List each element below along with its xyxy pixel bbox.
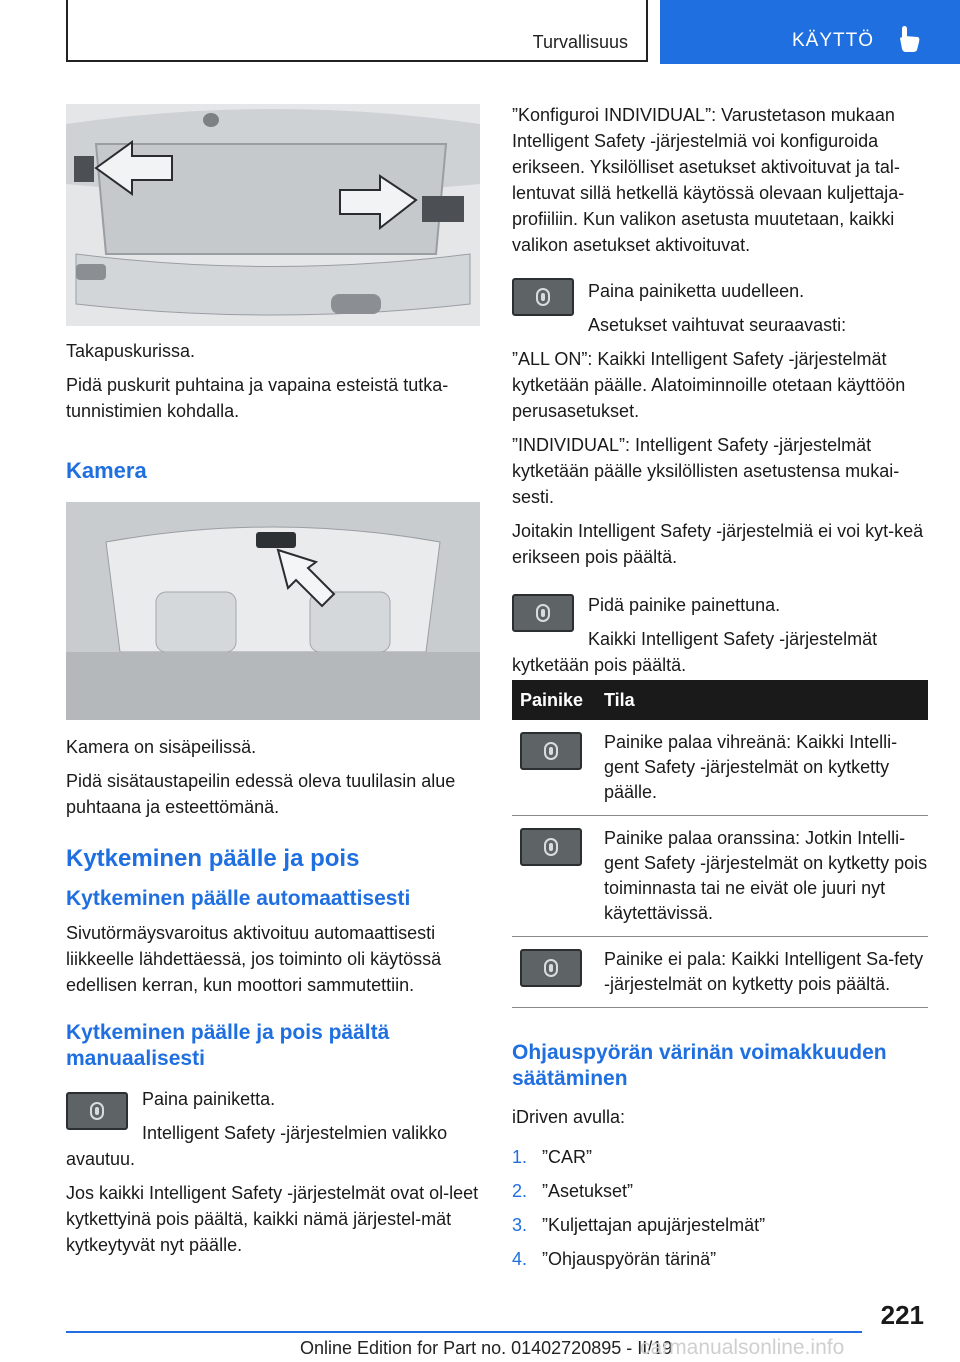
left-column-2 [66,734,480,1266]
hold-button-text: Pidä painike painettuna. [588,595,781,615]
table-row [512,720,928,816]
settings-change-text: Asetukset vaihtuvat seuraavasti: [588,315,847,335]
all-off-result-text: Kaikki Intelligent Safety -järjestelmät kytketään pois päältä. [512,629,878,675]
intelligent-safety-button-icon [512,278,574,316]
chapter-tab-label: KÄYTTÖ [792,30,875,51]
page-number: 221 [880,1300,924,1330]
auto-text: Sivutörmäysvaroitus aktivoituu automaattisesti liikkeelle lähdettäessä, jos toiminto oli käytössä edellisen kerran, kun moottori sammutettiin. [66,923,442,995]
auto-heading: Kytkeminen päälle automaattisesti [66,887,411,910]
list-item: 4. ”Ohjauspyörän tärinä” [512,1249,717,1269]
switch-heading: Kytkeminen päälle ja pois [66,845,360,872]
list-item: 2. ”Asetukset” [512,1181,634,1201]
list-item: 1. ”CAR” [512,1147,592,1167]
chapter-tab [660,0,960,64]
header-section-box [66,0,648,62]
table-cell-state: Painike palaa oranssina: Jotkin Intelli-gent Safety -järjestelmät on kytketty pois toiminnasta tai ne eivät ole juuri nyt käytettävissä. [604,828,928,923]
menu-opens-text: Intelligent Safety -järjestelmien valikko avautuu. [66,1123,448,1169]
all-on-text: ”ALL ON”: Kaikki Intelligent Safety -järjestelmät kytketään päälle. Alatoiminnoille otetaan käyttöön perusasetukset. [512,349,906,421]
manual-heading: Kytkeminen päälle ja pois päältä manuaalisesti [66,1021,390,1070]
individual-text: ”INDIVIDUAL”: Intelligent Safety -järjestelmät kytketään päälle yksilöllisten asetustensa mukai-sesti. [512,435,900,507]
table-header-button: Painike [520,690,584,710]
table-row [512,816,928,937]
pointing-hand-icon [898,26,920,57]
button-off-icon [520,949,582,987]
table-cell-state: Painike ei pala: Kaikki Intelligent Sa-fety -järjestelmät on kytketty pois päältä. [604,949,924,994]
camera-heading: Kamera [66,458,147,483]
left-column [66,338,480,492]
press-button-block [66,1086,480,1172]
all-off-text: Jos kaikki Intelligent Safety -järjestelmät ovat ol-leet kytkettyinä pois päältä, kaikki nämä järjestel-mät kytkeytyvät nyt päälle. [66,1183,479,1255]
right-column-2 [512,1040,928,1280]
bumper-text: Pidä puskurit puhtaina ja vapaina esteistä tutka-tunnistimien kohdalla. [66,375,449,421]
some-cannot-text: Joitakin Intelligent Safety -järjestelmiä ei voi kyt-keä erikseen pois päältä. [512,521,924,567]
table-cell-state: Painike palaa vihreänä: Kaikki Intelli-gent Safety -järjestelmät on kytketty päälle. [604,732,898,802]
hold-button-block [512,592,928,678]
press-again-block [512,278,928,338]
steps-list [512,1144,928,1272]
right-column [512,102,928,686]
button-status-table [512,680,928,1008]
table-header-state: Tila [604,690,635,710]
bumper-caption: Takapuskurissa. [66,341,196,361]
button-green-icon [520,732,582,770]
edition-text: Online Edition for Part no. 01402720895 - II/19 [300,1338,673,1358]
press-button-text: Paina painiketta. [142,1089,276,1109]
table-row [512,937,928,1008]
table-header [512,680,928,720]
footer-divider [66,1331,862,1333]
camera-text: Pidä sisätaustapeilin edessä oleva tuulilasin alue puhtaana ja esteettömänä. [66,771,456,817]
camera-illustration [66,502,480,720]
configure-text: ”Konfiguroi INDIVIDUAL”: Varustetason mukaan Intelligent Safety -järjestelmiä voi konfiguroida erikseen. Yksilölliset asetukset aktivoituvat ja tal-lentuvat sillä hetkellä käytössä olevaan kuljettaja-profiiliin. Kun valikon asetusta muutetaan, kaikki valikon asetukset aktivoituvat. [512,105,905,255]
steering-heading: Ohjauspyörän värinän voimakkuuden säätäminen [512,1041,887,1090]
watermark: carmanualsonline.info [640,1336,845,1359]
intelligent-safety-button-icon [66,1092,128,1130]
section-title: Turvallisuus [532,32,628,52]
camera-caption: Kamera on sisäpeilissä. [66,737,257,757]
press-again-text: Paina painiketta uudelleen. [588,281,805,301]
rear-bumper-illustration [66,104,480,326]
intelligent-safety-button-icon [512,594,574,632]
button-orange-icon [520,828,582,866]
idrive-text: iDriven avulla: [512,1107,626,1127]
list-item: 3. ”Kuljettajan apujärjestelmät” [512,1215,766,1235]
